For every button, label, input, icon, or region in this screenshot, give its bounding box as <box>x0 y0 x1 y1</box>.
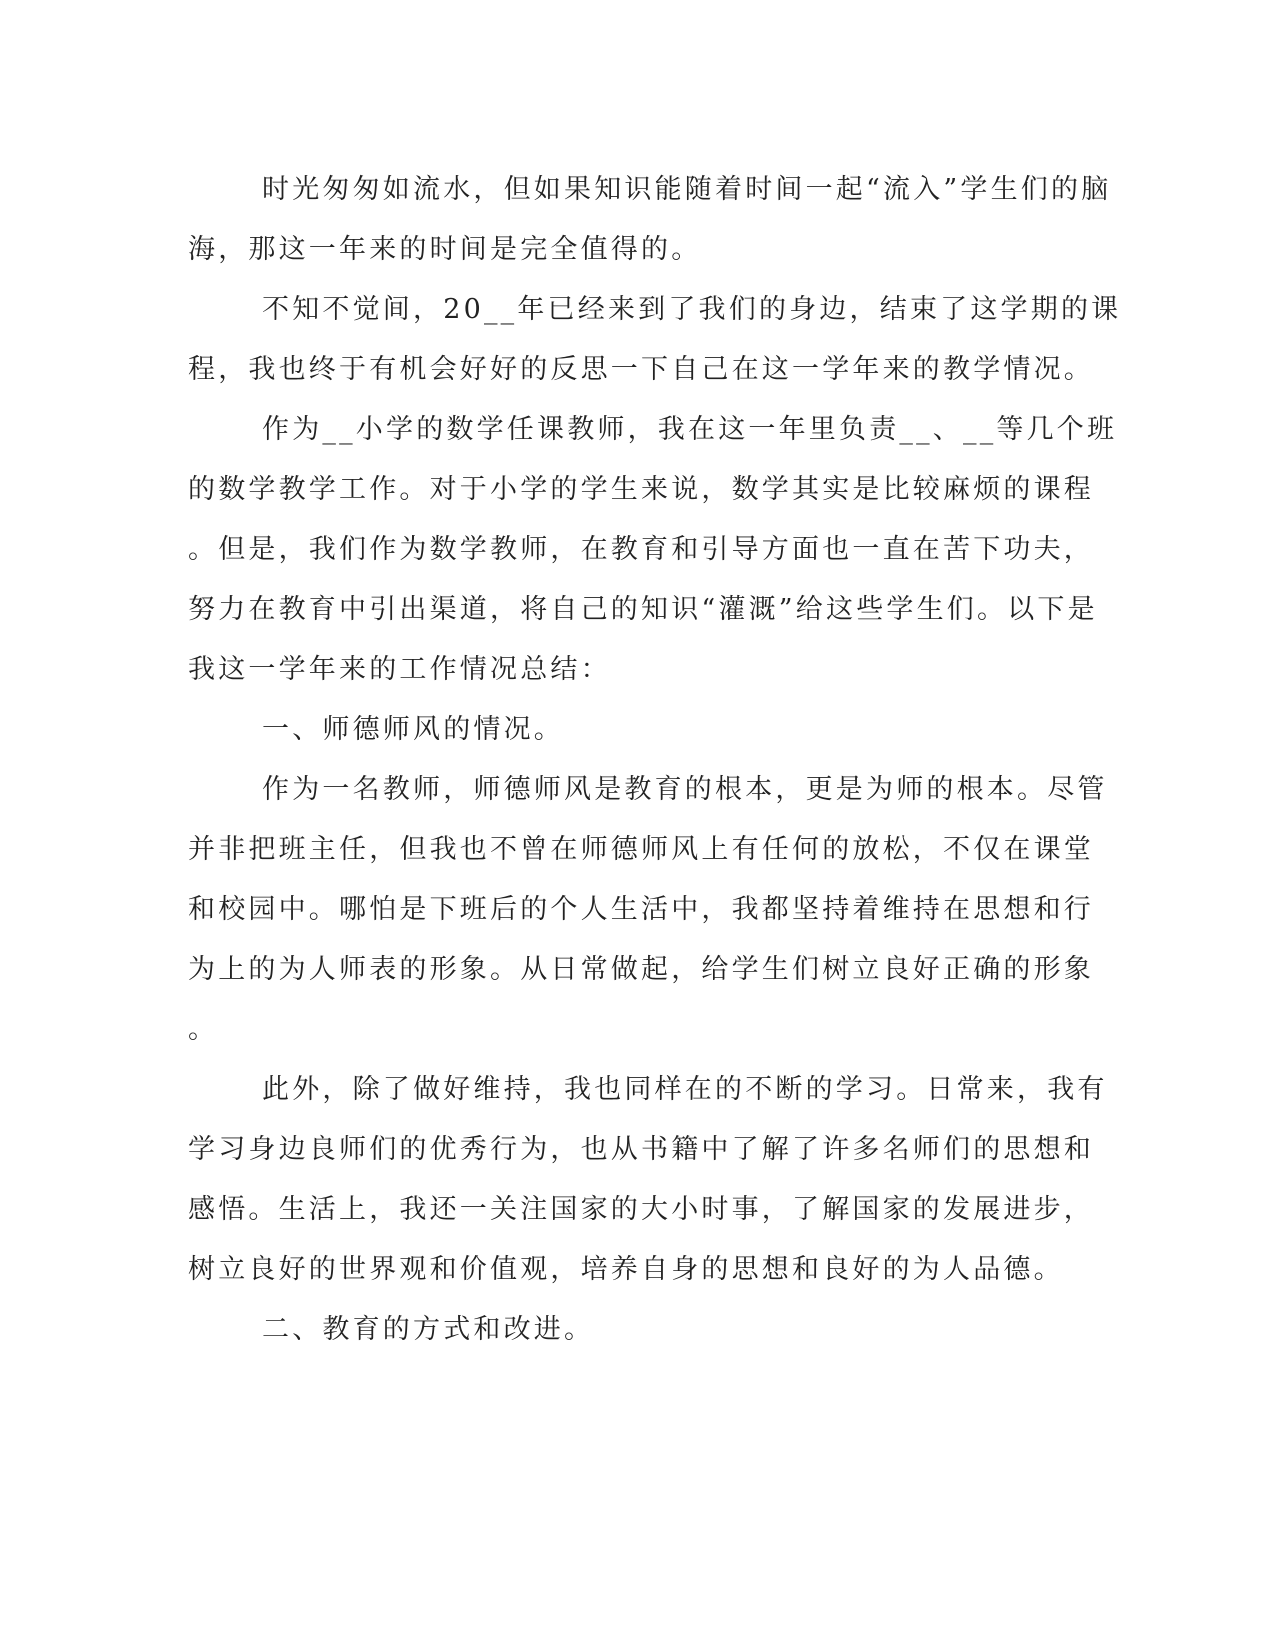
text-line: 作为一名教师，师德师风是教育的根本，更是为师的根本。尽管 <box>262 774 1108 805</box>
text-line: 为上的为人师表的形象。从日常做起，给学生们树立良好正确的形象 <box>188 954 1094 985</box>
text-line: 我这一学年来的工作情况总结： <box>188 654 611 685</box>
text-line: 此外，除了做好维持，我也同样在的不断的学习。日常来，我有 <box>262 1074 1108 1105</box>
paragraph-semester-end <box>188 280 1122 400</box>
heading-line: 一、师德师风的情况。 <box>262 714 564 745</box>
text-line: 海，那这一年来的时间是完全值得的。 <box>188 234 702 265</box>
heading-line: 二、教育的方式和改进。 <box>262 1314 595 1345</box>
text-line: 的数学教学工作。对于小学的学生来说，数学其实是比较麻烦的课程 <box>188 474 1094 505</box>
paragraph-learning <box>188 1060 1108 1300</box>
text-line: 时光匆匆如流水，但如果知识能随着时间一起“流入”学生们的脑 <box>262 174 1112 205</box>
paragraph-intro <box>188 160 1112 280</box>
text-line: 不知不觉间，20__年已经来到了我们的身边，结束了这学期的课 <box>262 294 1122 325</box>
text-line: 作为__小学的数学任课教师，我在这一年里负责__、__等几个班 <box>262 414 1118 445</box>
section-heading-teaching-methods <box>188 1300 1073 1360</box>
text-line: 努力在教育中引出渠道，将自己的知识“灌溉”给这些学生们。以下是 <box>188 594 1098 625</box>
text-line: 程，我也终于有机会好好的反思一下自己在这一学年来的教学情况。 <box>188 354 1094 385</box>
text-line: 学习身边良师们的优秀行为，也从书籍中了解了许多名师们的思想和 <box>188 1134 1094 1165</box>
section-heading-ethics <box>188 700 1073 760</box>
paragraph-role <box>188 400 1118 700</box>
text-line: 并非把班主任，但我也不曾在师德师风上有任何的放松，不仅在课堂 <box>188 834 1094 865</box>
text-line: 感悟。生活上，我还一关注国家的大小时事，了解国家的发展进步， <box>188 1194 1094 1225</box>
text-line: 。 <box>188 1014 219 1045</box>
document-body <box>188 160 1122 1360</box>
text-line: 树立良好的世界观和价值观，培养自身的思想和良好的为人品德。 <box>188 1254 1064 1285</box>
paragraph-ethics <box>188 760 1108 1060</box>
text-line: 。但是，我们作为数学教师，在教育和引导方面也一直在苦下功夫， <box>188 534 1094 565</box>
text-line: 和校园中。哪怕是下班后的个人生活中，我都坚持着维持在思想和行 <box>188 894 1094 925</box>
